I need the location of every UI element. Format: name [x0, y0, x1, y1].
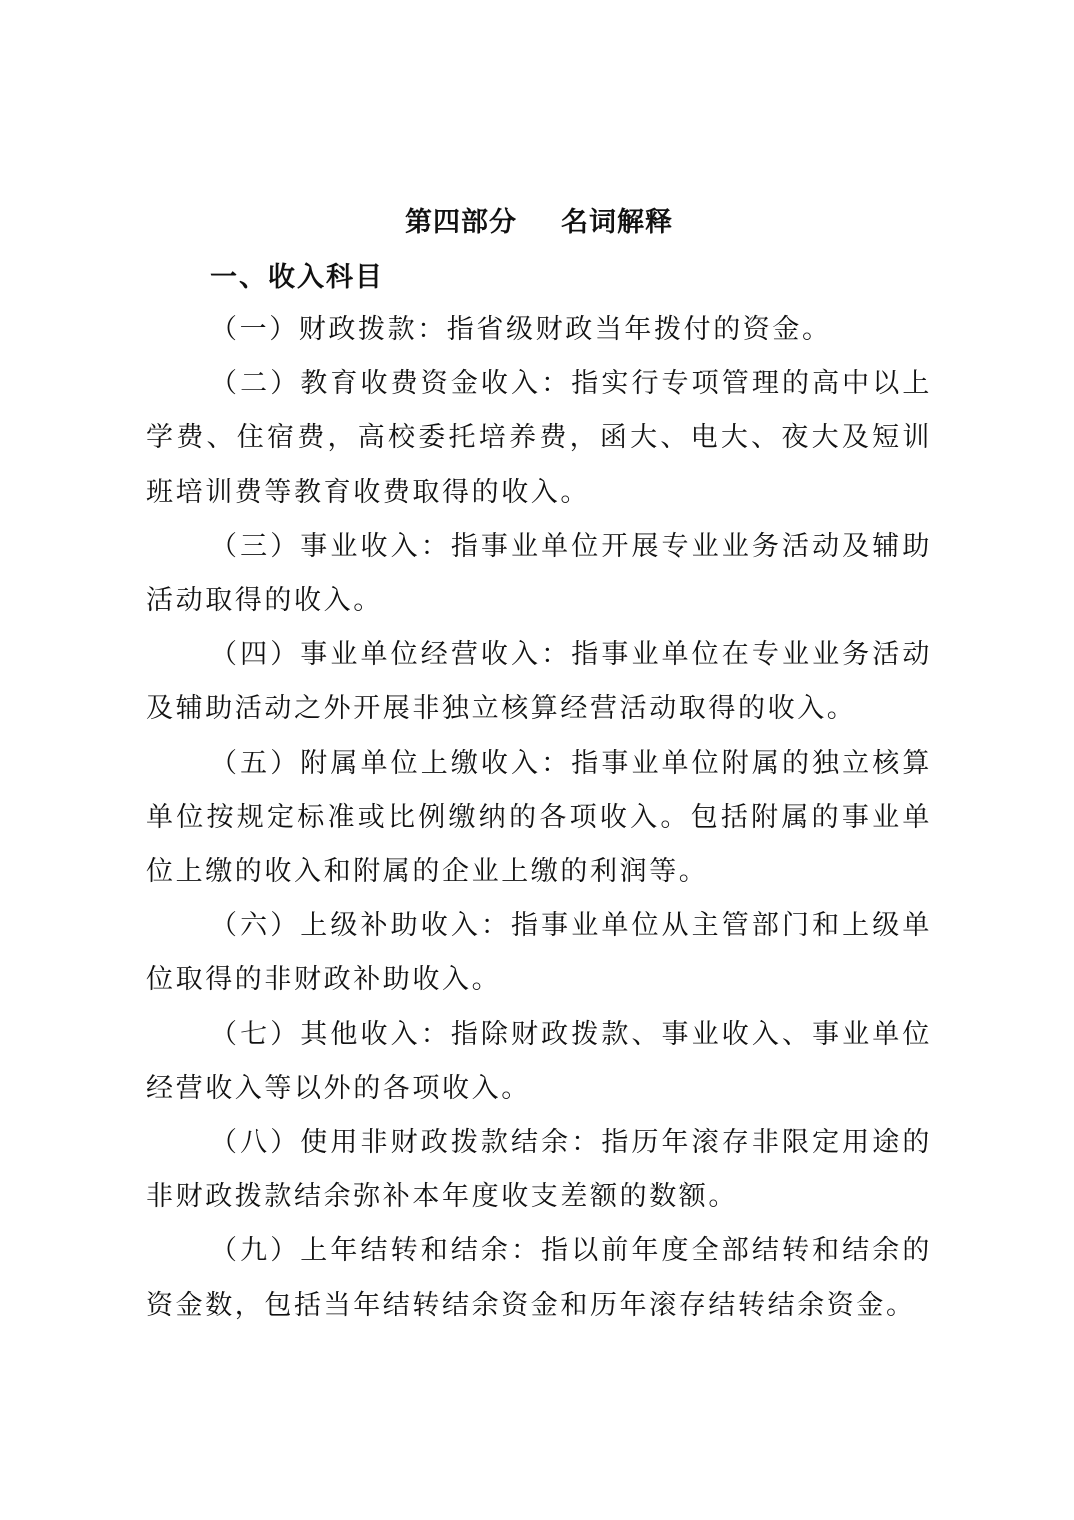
item-subsidiary-remittance: （五）附属单位上缴收入：指事业单位附属的独立核算单位按规定标准或比例缴纳的各项收入。包括附属的事业单位上缴的收入和附属的企业上缴的利润等。: [146, 747, 932, 888]
item-education-fee-income: （二）教育收费资金收入：指实行专项管理的高中以上学费、住宿费，高校委托培养费，函大、电大、夜大及短训班培训费等教育收费取得的收入。: [146, 368, 932, 508]
item-other-income: （七）其他收入：指除财政拨款、事业收入、事业单位经营收入等以外的各项收入。: [146, 1018, 932, 1104]
document-page: [146, 198, 932, 1333]
part-title-number: 第四部分: [405, 207, 517, 238]
item-non-fiscal-balance-use: （八）使用非财政拨款结余：指历年滚存非限定用途的非财政拨款结余弥补本年度收支差额的数额。: [146, 1127, 932, 1213]
item-superior-subsidy: （六）上级补助收入：指事业单位从主管部门和上级单位取得的非财政补助收入。: [146, 910, 932, 996]
item-operating-income: （四）事业单位经营收入：指事业单位在专业业务活动及辅助活动之外开展非独立核算经营活动取得的收入。: [146, 639, 932, 725]
part-title-text: 名词解释: [561, 207, 673, 238]
item-business-income: （三）事业收入：指事业单位开展专业业务活动及辅助活动取得的收入。: [146, 530, 932, 617]
section-heading-income: 一、收入科目: [210, 262, 384, 293]
item-prior-year-carryover: （九）上年结转和结余：指以前年度全部结转和结余的资金数，包括当年结转结余资金和历年滚存结转结余资金。: [146, 1235, 932, 1321]
part-title: [146, 198, 932, 248]
item-fiscal-appropriation: （一）财政拨款：指省级财政当年拨付的资金。: [210, 314, 832, 345]
